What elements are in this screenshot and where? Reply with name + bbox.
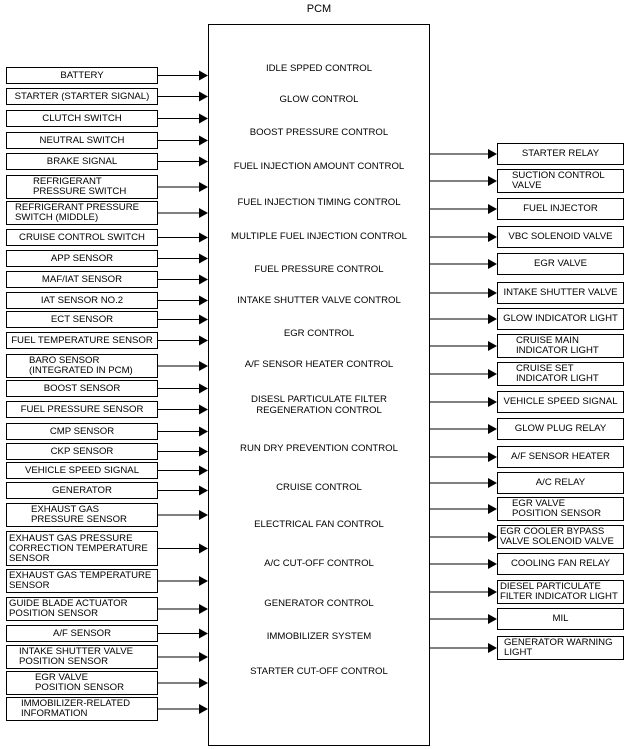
- input-label: GUIDE BLADE ACTUATOR POSITION SENSOR: [9, 598, 128, 619]
- input-label: BARO SENSOR (INTEGRATED IN PCM): [29, 355, 133, 376]
- output-label: INTAKE SHUTTER VALVE: [503, 287, 618, 298]
- pcm-function-label: GENERATOR CONTROL: [264, 598, 374, 609]
- pcm-function-label: IMMOBILIZER SYSTEM: [266, 631, 372, 642]
- arrow-head: [488, 478, 497, 488]
- input-box: [6, 153, 158, 170]
- output-box: [497, 143, 624, 165]
- output-box: [497, 418, 624, 440]
- arrow-head: [199, 405, 208, 415]
- input-label: NEUTRAL SWITCH: [39, 134, 125, 146]
- input-label: REFRIGERANT PRESSURE SWITCH (MIDDLE): [15, 202, 140, 223]
- arrow-head: [199, 315, 208, 325]
- output-label: MIL: [552, 613, 569, 624]
- output-box: [497, 497, 624, 521]
- input-label: EXHAUST GAS PRESSURE SENSOR: [31, 504, 127, 525]
- input-box: [6, 645, 158, 669]
- output-box: [497, 282, 624, 304]
- pcm-function-label: FUEL INJECTION TIMING CONTROL: [237, 197, 401, 208]
- pcm-function-label: A/F SENSOR HEATER CONTROL: [244, 359, 394, 370]
- arrow-head: [488, 559, 497, 569]
- input-box: [6, 503, 158, 527]
- input-label: A/F SENSOR: [52, 627, 112, 639]
- output-box: [497, 253, 624, 275]
- output-box: [497, 334, 624, 358]
- arrow-head: [488, 643, 497, 653]
- arrow-head: [488, 204, 497, 214]
- arrow-head: [199, 254, 208, 264]
- output-box: [497, 362, 624, 386]
- output-label: GENERATOR WARNING LIGHT: [504, 637, 613, 658]
- input-box: [6, 671, 158, 695]
- pcm-function-label: IDLE SPPED CONTROL: [265, 63, 373, 74]
- input-box: [6, 443, 158, 460]
- arrow-head: [199, 275, 208, 285]
- output-box: [497, 226, 624, 248]
- arrow-head: [488, 369, 497, 379]
- output-label: DIESEL PARTICULATE FILTER INDICATOR LIGHT: [500, 581, 618, 602]
- input-label: MAF/IAT SENSOR: [41, 273, 123, 285]
- pcm-function-label: STARTER CUT-OFF CONTROL: [250, 666, 388, 677]
- output-label: VEHICLE SPEED SIGNAL: [503, 396, 618, 407]
- arrow-head: [488, 614, 497, 624]
- input-label: STARTER (STARTER SIGNAL): [14, 90, 150, 102]
- input-label: CKP SENSOR: [50, 445, 114, 457]
- pcm-function-label: ELECTRICAL FAN CONTROL: [254, 519, 384, 530]
- output-box: [497, 446, 624, 468]
- arrow-head: [199, 652, 208, 662]
- input-box: [6, 67, 158, 84]
- input-box: [6, 332, 158, 349]
- input-box: [6, 229, 158, 246]
- input-box: [6, 462, 158, 479]
- arrow-head: [199, 336, 208, 346]
- arrow-head: [488, 149, 497, 159]
- arrow-head: [199, 233, 208, 243]
- input-label: IAT SENSOR NO.2: [40, 294, 124, 306]
- arrow-head: [199, 544, 208, 554]
- arrow-head: [199, 92, 208, 102]
- pcm-function-label: FUEL PRESSURE CONTROL: [254, 264, 384, 275]
- arrow-head: [488, 452, 497, 462]
- pcm-function-label: MULTIPLE FUEL INJECTION CONTROL: [231, 231, 407, 242]
- input-label: EGR VALVE POSITION SENSOR: [35, 672, 125, 693]
- input-label: IMMOBILIZER-RELATED INFORMATION: [21, 698, 131, 719]
- output-label: GLOW PLUG RELAY: [514, 423, 607, 434]
- input-label: GENERATOR: [52, 484, 112, 496]
- arrow-head: [199, 678, 208, 688]
- arrow-head: [199, 208, 208, 218]
- output-label: GLOW INDICATOR LIGHT: [503, 313, 618, 324]
- pcm-function-label: RUN DRY PREVENTION CONTROL: [240, 443, 398, 454]
- pcm-function-label: A/C CUT-OFF CONTROL: [264, 558, 374, 569]
- arrow-head: [199, 629, 208, 639]
- input-label: CRUISE CONTROL SWITCH: [19, 231, 145, 243]
- arrow-head: [199, 114, 208, 124]
- input-box: [6, 271, 158, 288]
- output-box: [497, 525, 624, 549]
- input-label: CMP SENSOR: [49, 425, 115, 437]
- arrow-head: [199, 466, 208, 476]
- input-box: [6, 597, 158, 621]
- arrow-head: [199, 157, 208, 167]
- input-label: EXHAUST GAS TEMPERATURE SENSOR: [9, 570, 152, 591]
- output-label: CRUISE SET INDICATOR LIGHT: [516, 363, 599, 384]
- output-box: [497, 308, 624, 330]
- input-box: [6, 531, 158, 566]
- input-label: ECT SENSOR: [50, 313, 114, 325]
- arrow-head: [488, 176, 497, 186]
- arrow-head: [199, 136, 208, 146]
- arrow-head: [199, 427, 208, 437]
- input-label: CLUTCH SWITCH: [42, 112, 122, 124]
- arrow-head: [199, 576, 208, 586]
- input-label: VEHICLE SPEED SIGNAL: [24, 464, 140, 476]
- input-box: [6, 423, 158, 440]
- input-box: [6, 311, 158, 328]
- input-box: [6, 380, 158, 397]
- output-label: COOLING FAN RELAY: [511, 558, 610, 569]
- arrow-head: [199, 486, 208, 496]
- input-label: FUEL TEMPERATURE SENSOR: [11, 334, 153, 346]
- arrow-head: [199, 447, 208, 457]
- input-box: [6, 697, 158, 721]
- input-label: BOOST SENSOR: [43, 382, 121, 394]
- arrow-head: [488, 424, 497, 434]
- arrow-head: [488, 314, 497, 324]
- arrow-head: [199, 71, 208, 81]
- arrow-head: [488, 504, 497, 514]
- pcm-function-label: BOOST PRESSURE CONTROL: [249, 127, 389, 138]
- pcm-function-label: DISESL PARTICULATE FILTER REGENERATION CONTROL: [251, 394, 387, 416]
- output-label: SUCTION CONTROL VALVE: [512, 170, 605, 191]
- arrow-head: [488, 397, 497, 407]
- output-label: A/C RELAY: [535, 477, 586, 488]
- input-label: BRAKE SIGNAL: [46, 155, 118, 167]
- pcm-function-label: INTAKE SHUTTER VALVE CONTROL: [237, 295, 401, 306]
- input-label: FUEL PRESSURE SENSOR: [20, 403, 144, 415]
- input-box: [6, 569, 158, 593]
- output-label: CRUISE MAIN INDICATOR LIGHT: [516, 335, 599, 356]
- pcm-title: PCM: [306, 3, 332, 15]
- pcm-function-label: GLOW CONTROL: [279, 94, 359, 105]
- input-box: [6, 132, 158, 149]
- output-label: STARTER RELAY: [521, 148, 600, 159]
- arrow-head: [199, 384, 208, 394]
- arrow-head: [488, 532, 497, 542]
- input-box: [6, 88, 158, 105]
- output-label: FUEL INJECTOR: [523, 203, 598, 214]
- input-label: APP SENSOR: [50, 252, 114, 264]
- input-box: [6, 250, 158, 267]
- arrow-head: [488, 587, 497, 597]
- output-box: [497, 553, 624, 575]
- pcm-function-label: CRUISE CONTROL: [276, 482, 362, 493]
- pcm-function-label: EGR CONTROL: [283, 328, 355, 339]
- arrow-head: [488, 341, 497, 351]
- pcm-function-label: FUEL INJECTION AMOUNT CONTROL: [233, 161, 405, 172]
- output-label: A/F SENSOR HEATER: [511, 451, 610, 462]
- output-box: [497, 198, 624, 220]
- output-box: [497, 391, 624, 413]
- input-label: REFRIGERANT PRESSURE SWITCH: [33, 176, 127, 197]
- input-label: INTAKE SHUTTER VALVE POSITION SENSOR: [19, 646, 134, 667]
- arrow-head: [199, 704, 208, 714]
- input-box: [6, 354, 158, 378]
- arrow-head: [199, 510, 208, 520]
- input-box: [6, 175, 158, 199]
- output-box: [497, 472, 624, 494]
- arrow-head: [199, 296, 208, 306]
- input-box: [6, 110, 158, 127]
- input-label: EXHAUST GAS PRESSURE CORRECTION TEMPERATURE SENSOR: [9, 532, 148, 564]
- input-box: [6, 482, 158, 499]
- output-label: EGR COOLER BYPASS VALVE SOLENOID VALVE: [500, 526, 614, 547]
- output-box: [497, 608, 624, 630]
- output-box: [497, 636, 624, 660]
- input-box: [6, 292, 158, 309]
- arrow-head: [199, 604, 208, 614]
- arrow-head: [488, 259, 497, 269]
- output-label: EGR VALVE: [534, 258, 587, 269]
- output-label: VBC SOLENOID VALVE: [508, 231, 613, 242]
- output-label: EGR VALVE POSITION SENSOR: [512, 498, 602, 519]
- output-box: [497, 169, 624, 193]
- input-label: BATTERY: [60, 69, 104, 81]
- arrow-head: [488, 288, 497, 298]
- input-box: [6, 625, 158, 642]
- input-box: [6, 201, 158, 225]
- arrow-head: [199, 182, 208, 192]
- input-box: [6, 401, 158, 418]
- arrow-head: [199, 361, 208, 371]
- arrow-head: [488, 232, 497, 242]
- output-box: [497, 580, 624, 604]
